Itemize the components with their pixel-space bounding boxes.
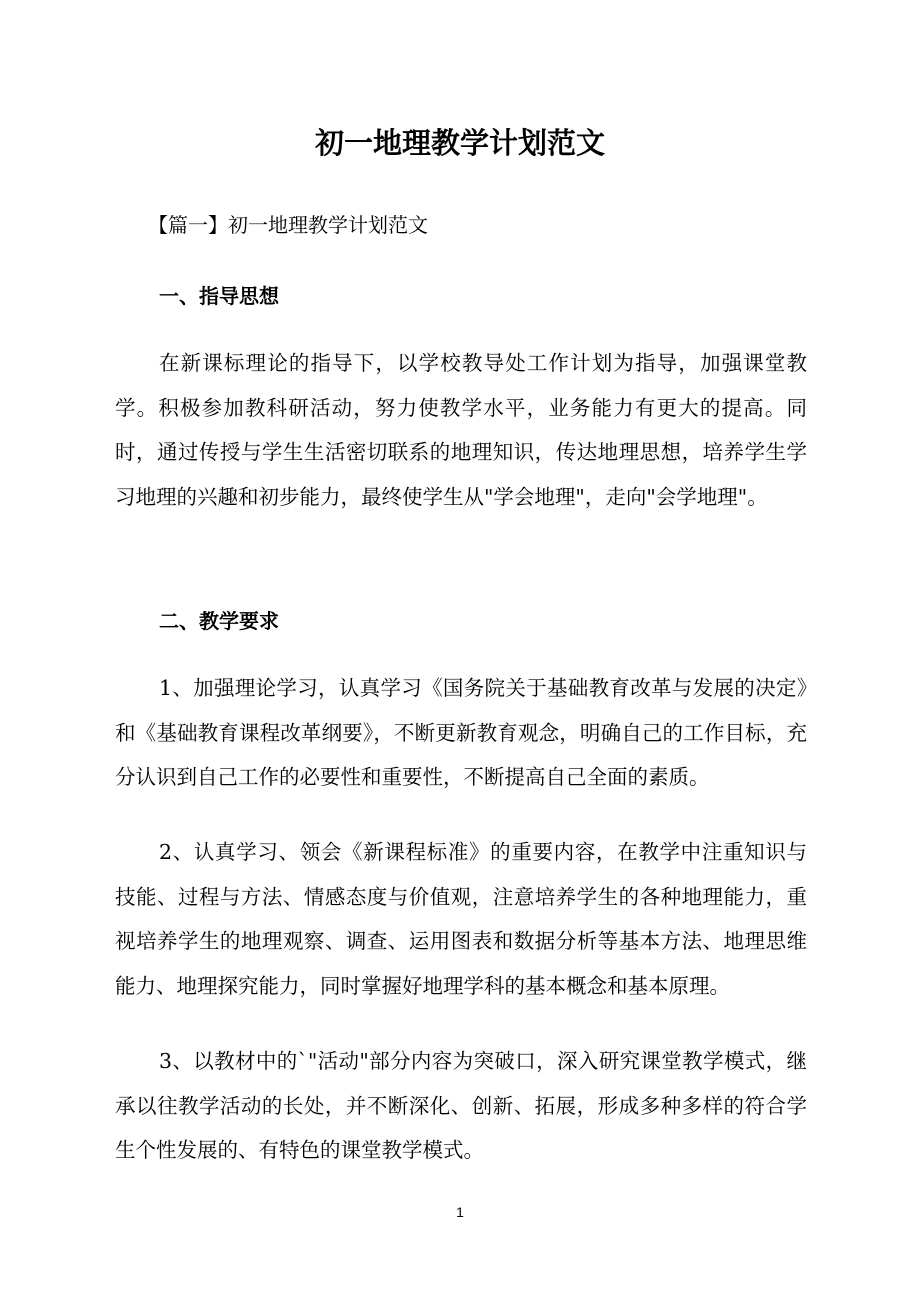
paragraph-requirement-1: 1、加强理论学习，认真学习《国务院关于基础教育改革与发展的决定》和《基础教育课程改革纲要》，不断更新教育观念，明确自己的工作目标，充分认识到自己工作的必要性和重要性，不断提高自己全面的素质。	[115, 676, 807, 789]
paragraph-guiding-ideology: 在新课标理论的指导下，以学校教导处工作计划为指导，加强课堂教学。积极参加教科研活动，努力使教学水平，业务能力有更大的提高。同时，通过传授与学生生活密切联系的地理知识，传达地理思想，培养学生学习地理的兴趣和初步能力，最终使学生从"学会地理"，走向"会学地理"。	[115, 351, 807, 509]
paragraph-requirement-3: 3、以教材中的`"活动"部分内容为突破口，深入研究课堂教学模式，继承以往教学活动的长处，并不断深化、创新、拓展，形成多种多样的符合学生个性发展的、有特色的课堂教学模式。	[115, 1049, 807, 1162]
section-heading-teaching-requirements: 二、教学要求	[159, 609, 279, 633]
paragraph-requirement-2: 2、认真学习、领会《新课程标准》的重要内容，在教学中注重知识与技能、过程与方法、情感态度与价值观，注意培养学生的各种地理能力，重视培养学生的地理观察、调查、运用图表和数据分析等基本方法、地理思维能力、地理探究能力，同时掌握好地理学科的基本概念和基本原理。	[115, 840, 807, 998]
document-subtitle: 【篇一】初一地理教学计划范文	[148, 213, 428, 237]
section-heading-guiding-ideology: 一、指导思想	[159, 284, 279, 308]
document-title: 初一地理教学计划范文	[314, 126, 605, 160]
page-number: 1	[456, 1204, 464, 1220]
